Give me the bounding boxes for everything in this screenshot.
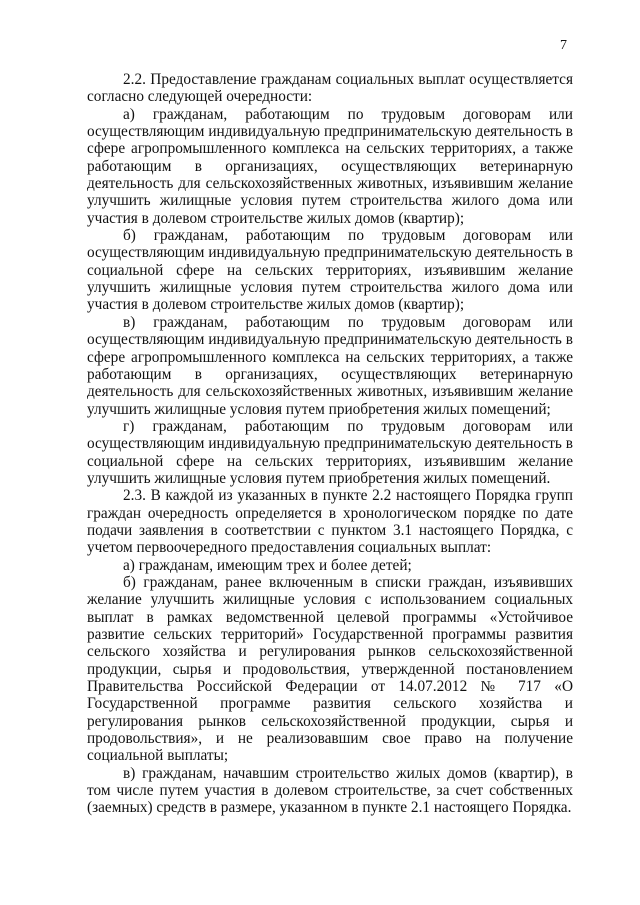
paragraph-2-3-b: б) гражданам, ранее включенным в списки граждан, изъявивших желание улучшить жилищные условия с использованием социальных выплат в рамках ведомственной целевой программы «Устойчивое развитие сельских территорий» Государственной программы развития сельского хозяйства и регулирования рынков сельскохозяйственной продукции, сырья и продовольствия, утвержденной постановлением Правительства Российской Федерации от 14.07.2012 № 717 «О Государственной программе развития сельского хозяйства и регулирования рынков сельскохозяйственной продукции, сырья и продовольствия», и не реализовавшим свое право на получение социальной выплаты; xyxy=(87,573,573,765)
document-body xyxy=(87,71,573,817)
paragraph-2-2-b: б) гражданам, работающим по трудовым договорам или осуществляющим индивидуальную предпринимательскую деятельность в социальной сфере на сельских территориях, изъявившим желание улучшить жилищные условия путем строительства жилого дома или участия в долевом строительстве жилых домов (квартир); xyxy=(87,227,573,314)
page-number: 7 xyxy=(560,38,567,53)
paragraph-2-2-a: а) гражданам, работающим по трудовым договорам или осуществляющим индивидуальную предпринимательскую деятельность в сфере агропромышленного комплекса на сельских территориях, а также работающим в организациях, осуществляющих ветеринарную деятельность для сельскохозяйственных животных, изъявившим желание улучшить жилищные условия путем строительства жилого дома или участия в долевом строительстве жилых домов (квартир); xyxy=(87,105,573,227)
paragraph-2-3: 2.3. В каждой из указанных в пункте 2.2 настоящего Порядка групп граждан очередность определяется в хронологическом порядке по дате подачи заявления в соответствии с пунктом 3.1 настоящего Порядка, с учетом первоочередного предоставления социальных выплат: xyxy=(87,487,573,557)
paragraph-2-3-v: в) гражданам, начавшим строительство жилых домов (квартир), в том числе путем участия в долевом строительстве, за счет собственных (заемных) средств в размере, указанном в пункте 2.1 настоящего Порядка. xyxy=(87,764,573,817)
paragraph-2-3-a: а) гражданам, имеющим трех и более детей; xyxy=(123,556,412,574)
paragraph-2-2: 2.2. Предоставление гражданам социальных выплат осуществляется согласно следующей очередности: xyxy=(87,71,573,106)
paragraph-2-2-v: в) гражданам, работающим по трудовым договорам или осуществляющим индивидуальную предпринимательскую деятельность в сфере агропромышленного комплекса на сельских территориях, а также работающим в организациях, осуществляющих ветеринарную деятельность для сельскохозяйственных животных, изъявившим желание улучшить жилищные условия путем приобретения жилых помещений; xyxy=(87,313,573,418)
paragraph-2-2-g: г) гражданам, работающим по трудовым договорам или осуществляющим индивидуальную предпринимательскую деятельность в социальной сфере на сельских территориях, изъявившим желание улучшить жилищные условия путем приобретения жилых помещений. xyxy=(87,417,573,487)
